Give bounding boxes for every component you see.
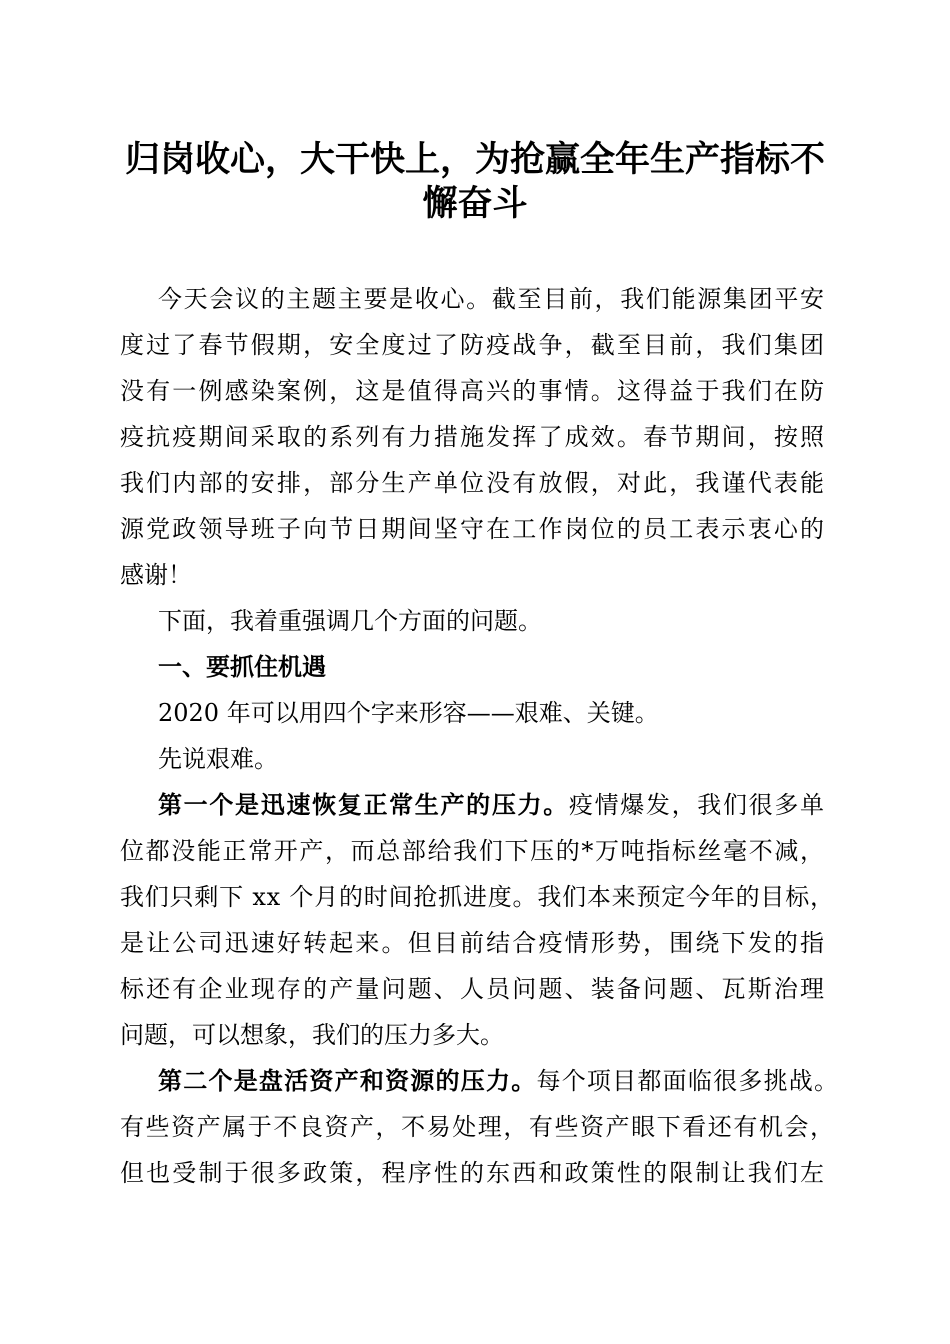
paragraph-line-text <box>120 1104 836 1150</box>
text-segment: 我们内部的安排，部分生产单位没有放假，对此，我谨代表能 <box>120 469 827 497</box>
paragraph-line <box>0 276 950 322</box>
paragraph-line-text <box>120 1012 504 1058</box>
text-segment: 但也受制于很多政策，程序性的东西和政策性的限制让我们左 <box>120 1159 827 1187</box>
paragraph-line <box>0 322 950 368</box>
paragraph-line-text <box>158 782 826 828</box>
text-segment: 疫情爆发，我们很多单 <box>568 791 826 819</box>
text-segment: 标还有企业现存的产量问题、人员问题、装备问题、瓦斯治理 <box>120 975 827 1003</box>
paragraph-line <box>0 690 950 736</box>
paragraph-line <box>0 874 950 920</box>
paragraph-line-text <box>158 644 326 690</box>
bold-text-segment: 第二个是盘活资产和资源的压力。 <box>158 1066 537 1095</box>
text-segment: 我们只剩下 xx 个月的时间抢抓进度。我们本来预定今年的目标， <box>120 883 835 911</box>
paragraph-line <box>0 1058 950 1104</box>
paragraph-line <box>0 414 950 460</box>
paragraph-line-text <box>120 414 826 460</box>
paragraph-line <box>0 1104 950 1150</box>
paragraph-line-text <box>120 460 826 506</box>
paragraph-line-text <box>158 598 542 644</box>
paragraph-line-text <box>120 506 826 552</box>
paragraph-line <box>0 828 950 874</box>
paragraph-line-text <box>120 920 826 966</box>
paragraph-line <box>0 966 950 1012</box>
paragraph-line-text <box>120 552 192 598</box>
paragraph-line-text <box>158 690 659 736</box>
paragraph-line-text <box>120 874 835 920</box>
text-segment: 下面，我着重强调几个方面的问题。 <box>158 607 542 635</box>
paragraph-line <box>0 644 950 690</box>
paragraph-line <box>0 736 950 782</box>
document-title: 归岗收心，大干快上，为抢赢全年生产指标不 <box>124 139 825 180</box>
paragraph-line <box>0 368 950 414</box>
text-segment: 位都没能正常开产，而总部给我们下压的*万吨指标丝毫不减， <box>120 837 826 865</box>
paragraph-line <box>0 506 950 552</box>
paragraph-line <box>0 1012 950 1058</box>
paragraph-line-text <box>158 736 278 782</box>
paragraph-line-text <box>120 1150 826 1196</box>
text-segment: 有些资产属于不良资产，不易处理，有些资产眼下看还有机会， <box>120 1113 836 1141</box>
paragraph-line-text <box>120 966 826 1012</box>
text-segment: 源党政领导班子向节日期间坚守在工作岗位的员工表示衷心的 <box>120 515 827 543</box>
text-segment: 每个项目都面临很多挑战。 <box>536 1067 840 1095</box>
text-segment: 感谢！ <box>120 561 192 589</box>
paragraph-line-text <box>158 1058 839 1104</box>
text-segment: 问题，可以想象，我们的压力多大。 <box>120 1021 504 1049</box>
text-segment: 2020 年可以用四个字来形容——艰难、关键。 <box>158 699 659 727</box>
document-title-continued: 懈奋斗 <box>422 183 528 224</box>
text-segment: 今天会议的主题主要是收心。截至目前，我们能源集团平安 <box>158 285 826 313</box>
text-segment: 度过了春节假期，安全度过了防疫战争，截至目前，我们集团 <box>120 331 827 359</box>
text-segment: 没有一例感染案例，这是值得高兴的事情。这得益于我们在防 <box>120 377 827 405</box>
bold-text-segment: 一、要抓住机遇 <box>158 652 326 681</box>
paragraph-line-text <box>120 322 826 368</box>
paragraph-line <box>0 552 950 598</box>
text-segment: 是让公司迅速好转起来。但目前结合疫情形势，围绕下发的指 <box>120 929 827 957</box>
paragraph-line-text <box>158 276 826 322</box>
paragraph-line <box>0 598 950 644</box>
paragraph-line <box>0 1150 950 1196</box>
paragraph-line <box>0 920 950 966</box>
paragraph-line <box>0 782 950 828</box>
bold-text-segment: 第一个是迅速恢复正常生产的压力。 <box>158 790 569 819</box>
paragraph-line <box>0 460 950 506</box>
text-segment: 先说艰难。 <box>158 745 278 773</box>
text-segment: 疫抗疫期间采取的系列有力措施发挥了成效。春节期间，按照 <box>120 423 827 451</box>
paragraph-line-text <box>120 368 826 414</box>
paragraph-line-text <box>120 828 826 874</box>
